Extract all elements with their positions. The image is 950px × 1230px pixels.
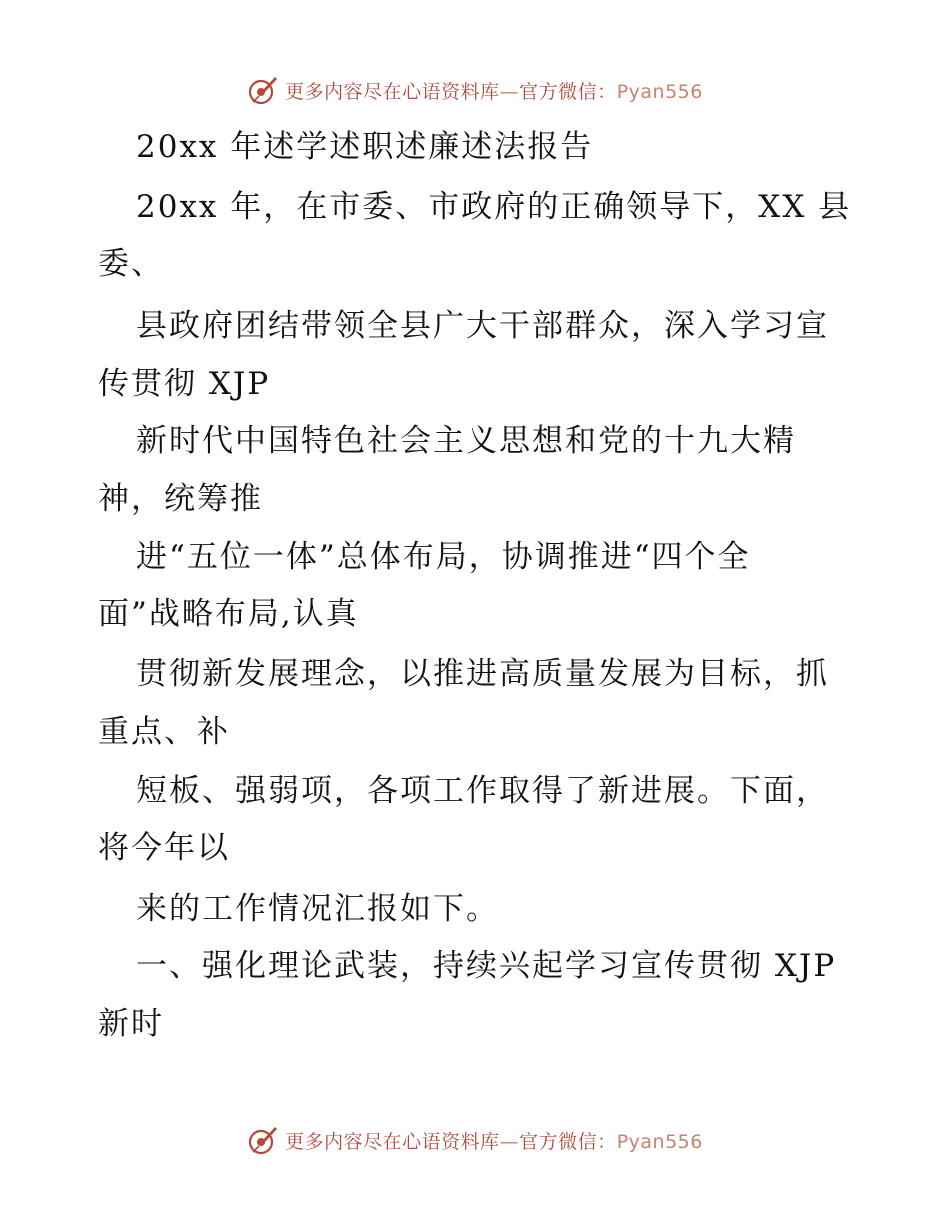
paragraph-line: 新时代中国特色社会主义思想和党的十九大精 [136,423,796,459]
paragraph-line: 来的工作情况汇报如下。 [136,891,499,927]
paragraph-line: 进“五位一体”总体布局，协调推进“四个全 [136,539,751,575]
footer-watermark-banner [0,1120,950,1160]
paragraph-line: 县政府团结带领全县广大干部群众，深入学习宣 [136,308,829,344]
banner-wechat-id: Pyan556 [616,1130,703,1153]
banner-main-text: 更多内容尽在心语资料库 [285,80,500,103]
quill-logo-icon [247,1124,279,1156]
paragraph-line: 面”战略布局,认真 [98,596,359,632]
paragraph-line: 将今年以 [98,830,230,866]
banner-dash: — [499,1130,520,1153]
paragraph-line: 委、 [98,246,164,282]
banner-official-label: 官方微信： [519,80,617,103]
section-heading-line: 新时 [98,1006,164,1042]
banner-wechat-id: Pyan556 [616,80,703,103]
banner-main-text: 更多内容尽在心语资料库 [285,1130,500,1153]
paragraph-line: 重点、补 [98,714,230,750]
section-heading-line: 一、强化理论武装，持续兴起学习宣传贯彻 XJP [136,948,837,984]
document-title: 20xx 年述学述职述廉述法报告 [136,129,594,165]
banner-dash: — [499,80,520,103]
paragraph-line: 传贯彻 XJP [98,366,271,402]
paragraph-line: 20xx 年，在市委、市政府的正确领导下，XX 县 [136,189,852,225]
banner-text [285,1127,703,1154]
banner-official-label: 官方微信： [519,1130,617,1153]
paragraph-line: 短板、强弱项，各项工作取得了新进展。下面， [136,773,829,809]
paragraph-line: 神，统筹推 [98,481,263,517]
paragraph-line: 贯彻新发展理念，以推进高质量发展为目标，抓 [136,656,829,692]
